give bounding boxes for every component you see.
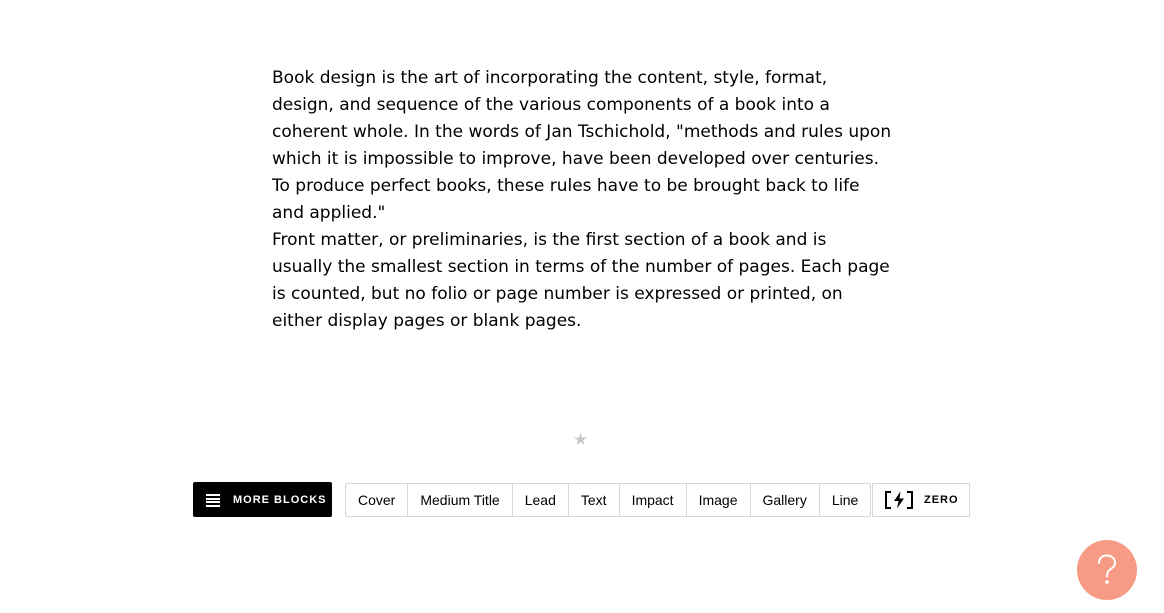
lightning-frame-icon bbox=[885, 491, 913, 509]
tab-gallery[interactable]: Gallery bbox=[751, 484, 820, 516]
text-block bbox=[272, 65, 892, 335]
hamburger-icon bbox=[206, 494, 220, 507]
more-blocks-label: MORE BLOCKS bbox=[233, 493, 327, 506]
tab-lead[interactable]: Lead bbox=[513, 484, 569, 516]
zero-label: ZERO bbox=[924, 494, 959, 506]
block-type-tabs bbox=[345, 483, 871, 517]
more-blocks-button[interactable] bbox=[193, 482, 332, 517]
help-button[interactable] bbox=[1077, 540, 1137, 600]
tab-line[interactable]: Line bbox=[831, 492, 859, 508]
paragraph: Front matter, or preliminaries, is the first section of a book and is usually the smallest section in terms of the number of pages. Each page is counted, but no folio or page number is expressed or printed, on either display pages or blank pages. bbox=[272, 230, 890, 331]
tab-cover[interactable]: Cover bbox=[346, 484, 408, 516]
tab-medium-title[interactable]: Medium Title bbox=[408, 484, 512, 516]
tab-impact[interactable]: Impact bbox=[620, 484, 687, 516]
paragraph: Book design is the art of incorporating the content, style, format, design, and sequence of the various components of a book into a coherent whole. In the words of Jan Tschichold, "methods and rules upon which it is impossible to improve, have been developed over centuries. To produce perfect books, these rules have to be brought back to life and applied." bbox=[272, 68, 892, 223]
tab-image[interactable]: Image bbox=[687, 484, 751, 516]
question-mark-icon bbox=[1096, 554, 1118, 586]
zero-block-button[interactable] bbox=[872, 483, 970, 517]
tab-text[interactable]: Text bbox=[569, 484, 620, 516]
star-divider-icon: ★ bbox=[573, 430, 589, 450]
